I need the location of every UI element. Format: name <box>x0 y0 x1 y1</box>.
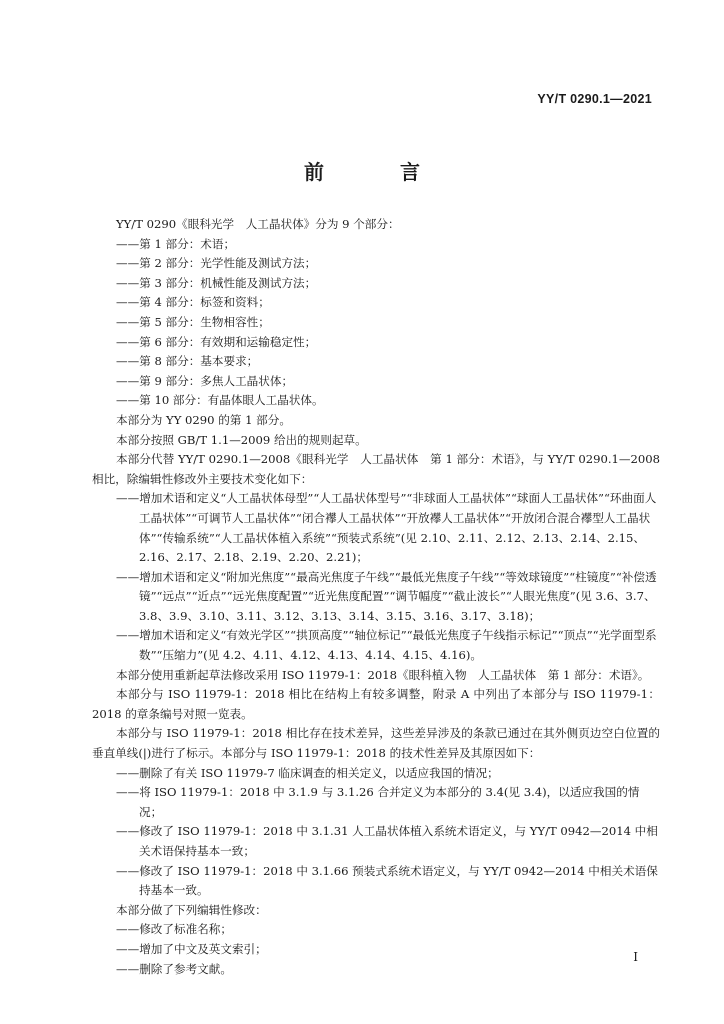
list-item-part-10: ——第 10 部分：有晶体眼人工晶状体。 <box>116 393 324 408</box>
list-item-difference-4: ——修改了 ISO 11979-1：2018 中 3.1.66 预装式系统术语定义，与 YY/T 0942—2014 中相关术语保持基本一致。 <box>116 863 658 898</box>
list-item-part-9: ——第 9 部分：多焦人工晶状体； <box>116 373 294 388</box>
paragraph-editorial-intro: 本部分做了下列编辑性修改： <box>116 902 267 917</box>
page-title: 前 言 <box>304 160 448 184</box>
list-item-part-6: ——第 6 部分：有效期和运输稳定性； <box>116 334 317 349</box>
paragraph-replaces: 本部分代替 YY/T 0290.1—2008《眼科光学 人工晶状体 第 1 部分：术语》，与 YY/T 0290.1—2008 相比，除编辑性修改外主要技术变化如下： <box>92 452 660 486</box>
list-item-editorial-2: ——增加了中文及英文索引； <box>116 941 267 956</box>
list-item-editorial-1: ——修改了标准名称； <box>116 922 232 937</box>
list-item-part-3: ——第 3 部分：机械性能及测试方法； <box>116 275 317 290</box>
list-item-difference-3: ——修改了 ISO 11979-1：2018 中 3.1.31 人工晶状体植入系统术语定义，与 YY/T 0942—2014 中相关术语保持基本一致； <box>116 824 658 858</box>
foreword-body <box>92 215 660 979</box>
list-item-part-2: ——第 2 部分：光学性能及测试方法； <box>116 256 317 271</box>
page-number: I <box>633 950 638 964</box>
paragraph-structure: 本部分与 ISO 11979-1：2018 相比在结构上有较多调整，附录 A 中列出了本部分与 ISO 11979-1：2018 的章条编号对照一览表。 <box>92 687 660 721</box>
list-item-editorial-3: ——删除了参考文献。 <box>116 961 232 976</box>
paragraph-adoption: 本部分使用重新起草法修改采用 ISO 11979-1：2018《眼科植入物 人工晶状体 第 1 部分：术语》。 <box>116 667 650 682</box>
list-item-part-8: ——第 8 部分：基本要求； <box>116 354 259 369</box>
list-item-part-5: ——第 5 部分：生物相容性； <box>116 314 270 329</box>
list-item-change-1: ——增加术语和定义“人工晶状体母型”“人工晶状体型号”“非球面人工晶状体”“球面人工晶状体”“环曲面人工晶状体”“可调节人工晶状体”“闭合襻人工晶状体”“开放襻人工晶状体”“开放闭合混合襻型人工晶状体”“传输系统”“人工晶状体植入系统”“预装式系统”(见 2.10、2.11、2.12、2.13、2.14、2.15、2.16、2.17、2.18、2.19、2.20、2.21)； <box>116 491 657 565</box>
list-item-part-4: ——第 4 部分：标签和资料； <box>116 295 270 310</box>
paragraph-parts-intro: YY/T 0290《眼科光学 人工晶状体》分为 9 个部分： <box>116 217 400 231</box>
document-code: YY/T 0290.1—2021 <box>537 92 652 106</box>
list-item-part-1: ——第 1 部分：术语； <box>116 236 236 251</box>
paragraph-part-number: 本部分为 YY 0290 的第 1 部分。 <box>116 412 291 427</box>
list-item-difference-1: ——删除了有关 ISO 11979-7 临床调查的相关定义，以适应我国的情况； <box>116 765 499 780</box>
paragraph-technical-differences: 本部分与 ISO 11979-1：2018 相比存在技术差异，这些差异涉及的条款已通过在其外侧页边空白位置的垂直单线(|)进行了标示。本部分与 ISO 11979-1：2018 的技术性差异及其原因如下： <box>92 726 660 761</box>
list-item-change-2: ——增加术语和定义“附加光焦度”“最高光焦度子午线”“最低光焦度子午线”“等效球镜度”“柱镜度”“补偿透镜”“远点”“近点”“远光焦度配置”“近光焦度配置”“调节幅度”“截止波长”“人眼光焦度”(见 3.6、3.7、3.8、3.9、3.10、3.11、3.12、3.13、3.14、3.15、3.16、3.17、3.18)； <box>116 569 657 623</box>
list-item-change-3: ——增加术语和定义“有效光学区”“拱顶高度”“轴位标记”“最低光焦度子午线指示标记”“顶点”“光学面型系数”“压缩力”(见 4.2、4.11、4.12、4.13、4.14、4.15、4.16)。 <box>116 628 657 663</box>
paragraph-drafting-rules: 本部分按照 GB/T 1.1—2009 给出的规则起草。 <box>116 432 367 447</box>
list-item-difference-2: ——将 ISO 11979-1：2018 中 3.1.9 与 3.1.26 合并定义为本部分的 3.4(见 3.4)，以适应我国的情况； <box>116 785 640 819</box>
